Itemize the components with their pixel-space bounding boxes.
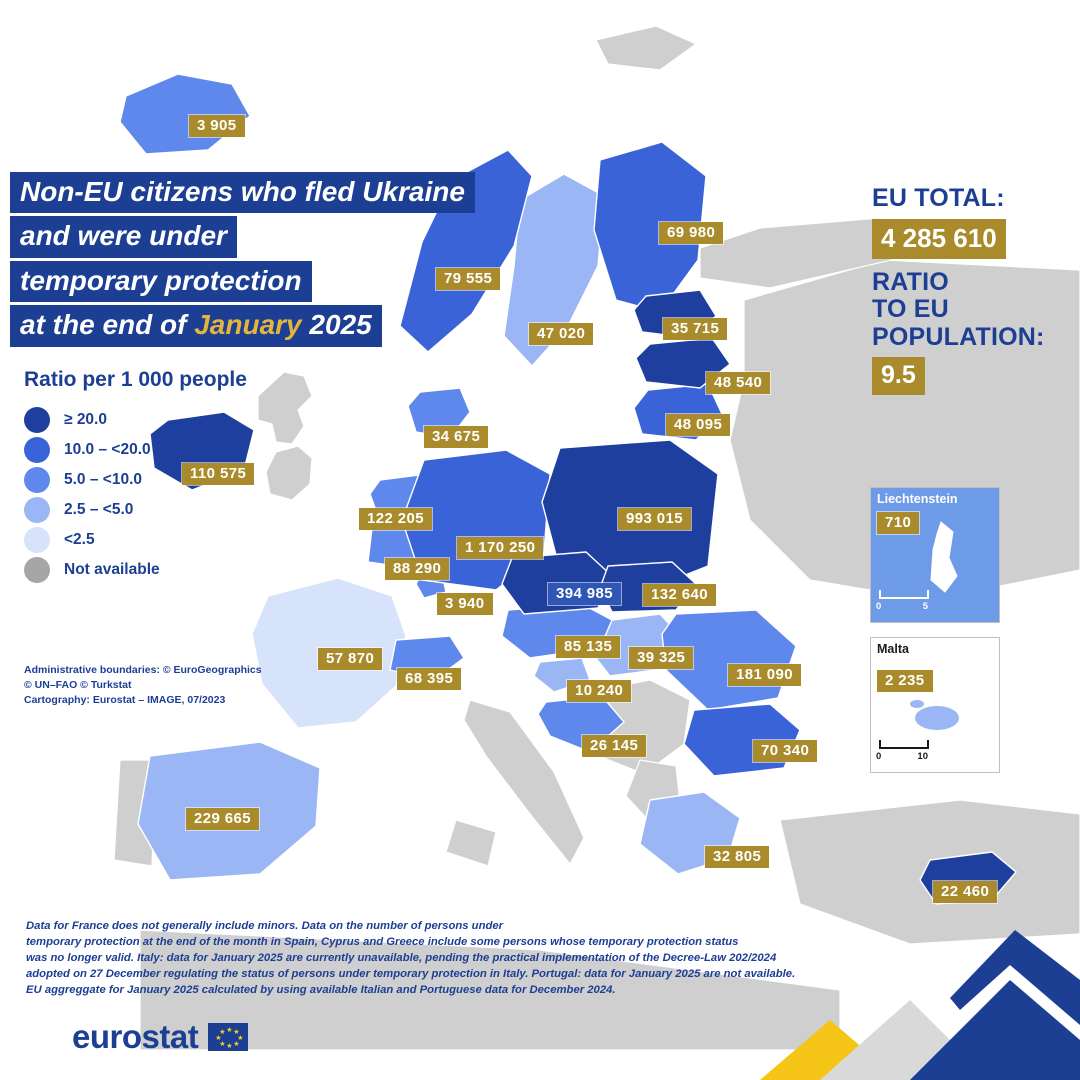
inset-malta-value: 2 235 — [877, 670, 933, 692]
label-greece: 32 805 — [705, 846, 769, 868]
malta-scale-to: 10 — [917, 751, 928, 762]
legend-swatch-1 — [24, 437, 50, 463]
ratio-label-line3: POPULATION: — [872, 322, 1045, 351]
footnote-line-1: Data for France does not generally include minors. Data on the number of persons under — [26, 920, 504, 932]
label-spain: 229 665 — [186, 808, 259, 830]
title-line-4-prefix: at the end of — [20, 309, 195, 341]
label-iceland: 3 905 — [189, 115, 245, 137]
ratio-label-line2: TO EU — [872, 295, 949, 323]
inset-liechtenstein-value: 710 — [877, 512, 919, 534]
legend-label-3: 2.5 – <5.0 — [64, 500, 134, 518]
inset-malta-title: Malta — [877, 642, 909, 656]
footnote — [26, 918, 816, 998]
stats-panel — [872, 185, 1072, 405]
footnote-line-2: temporary protection at the end of the month in Spain, Cyprus and Greece include some persons whose temporary protection status — [26, 936, 739, 949]
title-block — [10, 172, 490, 350]
ratio-value: 9.5 — [872, 357, 925, 395]
legend-label-0: ≥ 20.0 — [64, 410, 107, 428]
eurostat-wordmark: eurostat — [72, 1018, 199, 1055]
legend-title: Ratio per 1 000 people — [24, 368, 247, 391]
legend-swatch-0 — [24, 407, 50, 433]
inset-liechtenstein-title: Liechtenstein — [877, 492, 958, 506]
eu-flag-icon: ★ ★ ★ ★ ★ ★ ★ ★ — [208, 1023, 248, 1051]
footnote-line-3: was no longer valid. Italy: data for January 2025 are currently unavailable, pending the practical implementation of the Decree-Law 202/2024 — [26, 952, 777, 965]
legend-swatch-5 — [24, 557, 50, 583]
legend-label-1: 10.0 – <20.0 — [64, 440, 151, 458]
malta-scale-from: 0 — [876, 751, 882, 762]
legend-label-4: <2.5 — [64, 530, 95, 548]
credits-line-3: Cartography: Eurostat – IMAGE, 07/2023 — [24, 694, 226, 707]
title-line-4 — [10, 305, 382, 346]
label-estonia: 35 715 — [663, 318, 727, 340]
inset-liechtenstein-scalebar — [876, 590, 929, 612]
eu-total-value: 4 285 610 — [872, 219, 1006, 259]
ratio-label-line1: RATIO — [872, 267, 949, 296]
label-czechia: 394 985 — [548, 583, 621, 605]
credits-line-2: © UN–FAO © Turkstat — [24, 679, 132, 692]
label-hungary: 39 325 — [629, 647, 693, 669]
label-finland: 69 980 — [659, 222, 723, 244]
title-year: 2025 — [301, 309, 372, 341]
legend-label-5: Not available — [64, 560, 160, 578]
legend-swatch-3 — [24, 497, 50, 523]
label-latvia: 48 540 — [706, 372, 770, 394]
label-france: 57 870 — [318, 648, 382, 670]
legend-item-1 — [24, 435, 324, 465]
liech-scale-from: 0 — [876, 601, 882, 612]
label-poland: 993 015 — [618, 508, 691, 530]
label-belgium: 88 290 — [385, 558, 449, 580]
label-austria: 85 135 — [556, 636, 620, 658]
title-month: January — [194, 309, 302, 341]
eurostat-logo — [72, 1018, 248, 1056]
label-switzerland: 68 395 — [397, 668, 461, 690]
legend-label-2: 5.0 – <10.0 — [64, 470, 142, 488]
inset-malta — [870, 637, 1000, 773]
legend — [24, 368, 324, 585]
title-line-2: and were under — [10, 216, 237, 257]
label-sweden: 47 020 — [529, 323, 593, 345]
label-slovakia: 132 640 — [643, 584, 716, 606]
legend-item-4 — [24, 525, 324, 555]
label-norway: 79 555 — [436, 268, 500, 290]
title-line-1: Non-EU citizens who fled Ukraine — [10, 172, 475, 213]
label-romania: 181 090 — [728, 664, 801, 686]
title-line-3: temporary protection — [10, 261, 312, 302]
eu-total-label: EU TOTAL: — [872, 184, 1005, 212]
label-luxembourg: 3 940 — [437, 593, 493, 615]
credits — [24, 663, 262, 709]
label-netherlands: 122 205 — [359, 508, 432, 530]
legend-swatch-4 — [24, 527, 50, 553]
legend-item-0 — [24, 405, 324, 435]
legend-item-2 — [24, 465, 324, 495]
liech-scale-to: 5 — [922, 601, 928, 612]
label-lithuania: 48 095 — [666, 414, 730, 436]
legend-item-3 — [24, 495, 324, 525]
label-slovenia: 10 240 — [567, 680, 631, 702]
legend-item-5 — [24, 555, 324, 585]
label-croatia: 26 145 — [582, 735, 646, 757]
footnote-line-5: EU aggreggate for January 2025 calculated by using available Italian and Portuguese data for December 2024. — [26, 984, 616, 997]
label-denmark: 34 675 — [424, 426, 488, 448]
label-ireland: 110 575 — [182, 463, 254, 485]
label-cyprus: 22 460 — [933, 881, 997, 903]
corner-ribbon — [760, 920, 1080, 1080]
inset-malta-scalebar — [876, 740, 929, 762]
inset-liechtenstein — [870, 487, 1000, 623]
label-bulgaria: 70 340 — [753, 740, 817, 762]
legend-swatch-2 — [24, 467, 50, 493]
credits-line-1: Administrative boundaries: © EuroGeographics — [24, 664, 262, 676]
label-germany: 1 170 250 — [457, 537, 543, 559]
footnote-line-4: adopted on 27 December regulating the status of persons under temporary protection in Italy. Portugal: data for January 2025 are not available. — [26, 968, 796, 981]
